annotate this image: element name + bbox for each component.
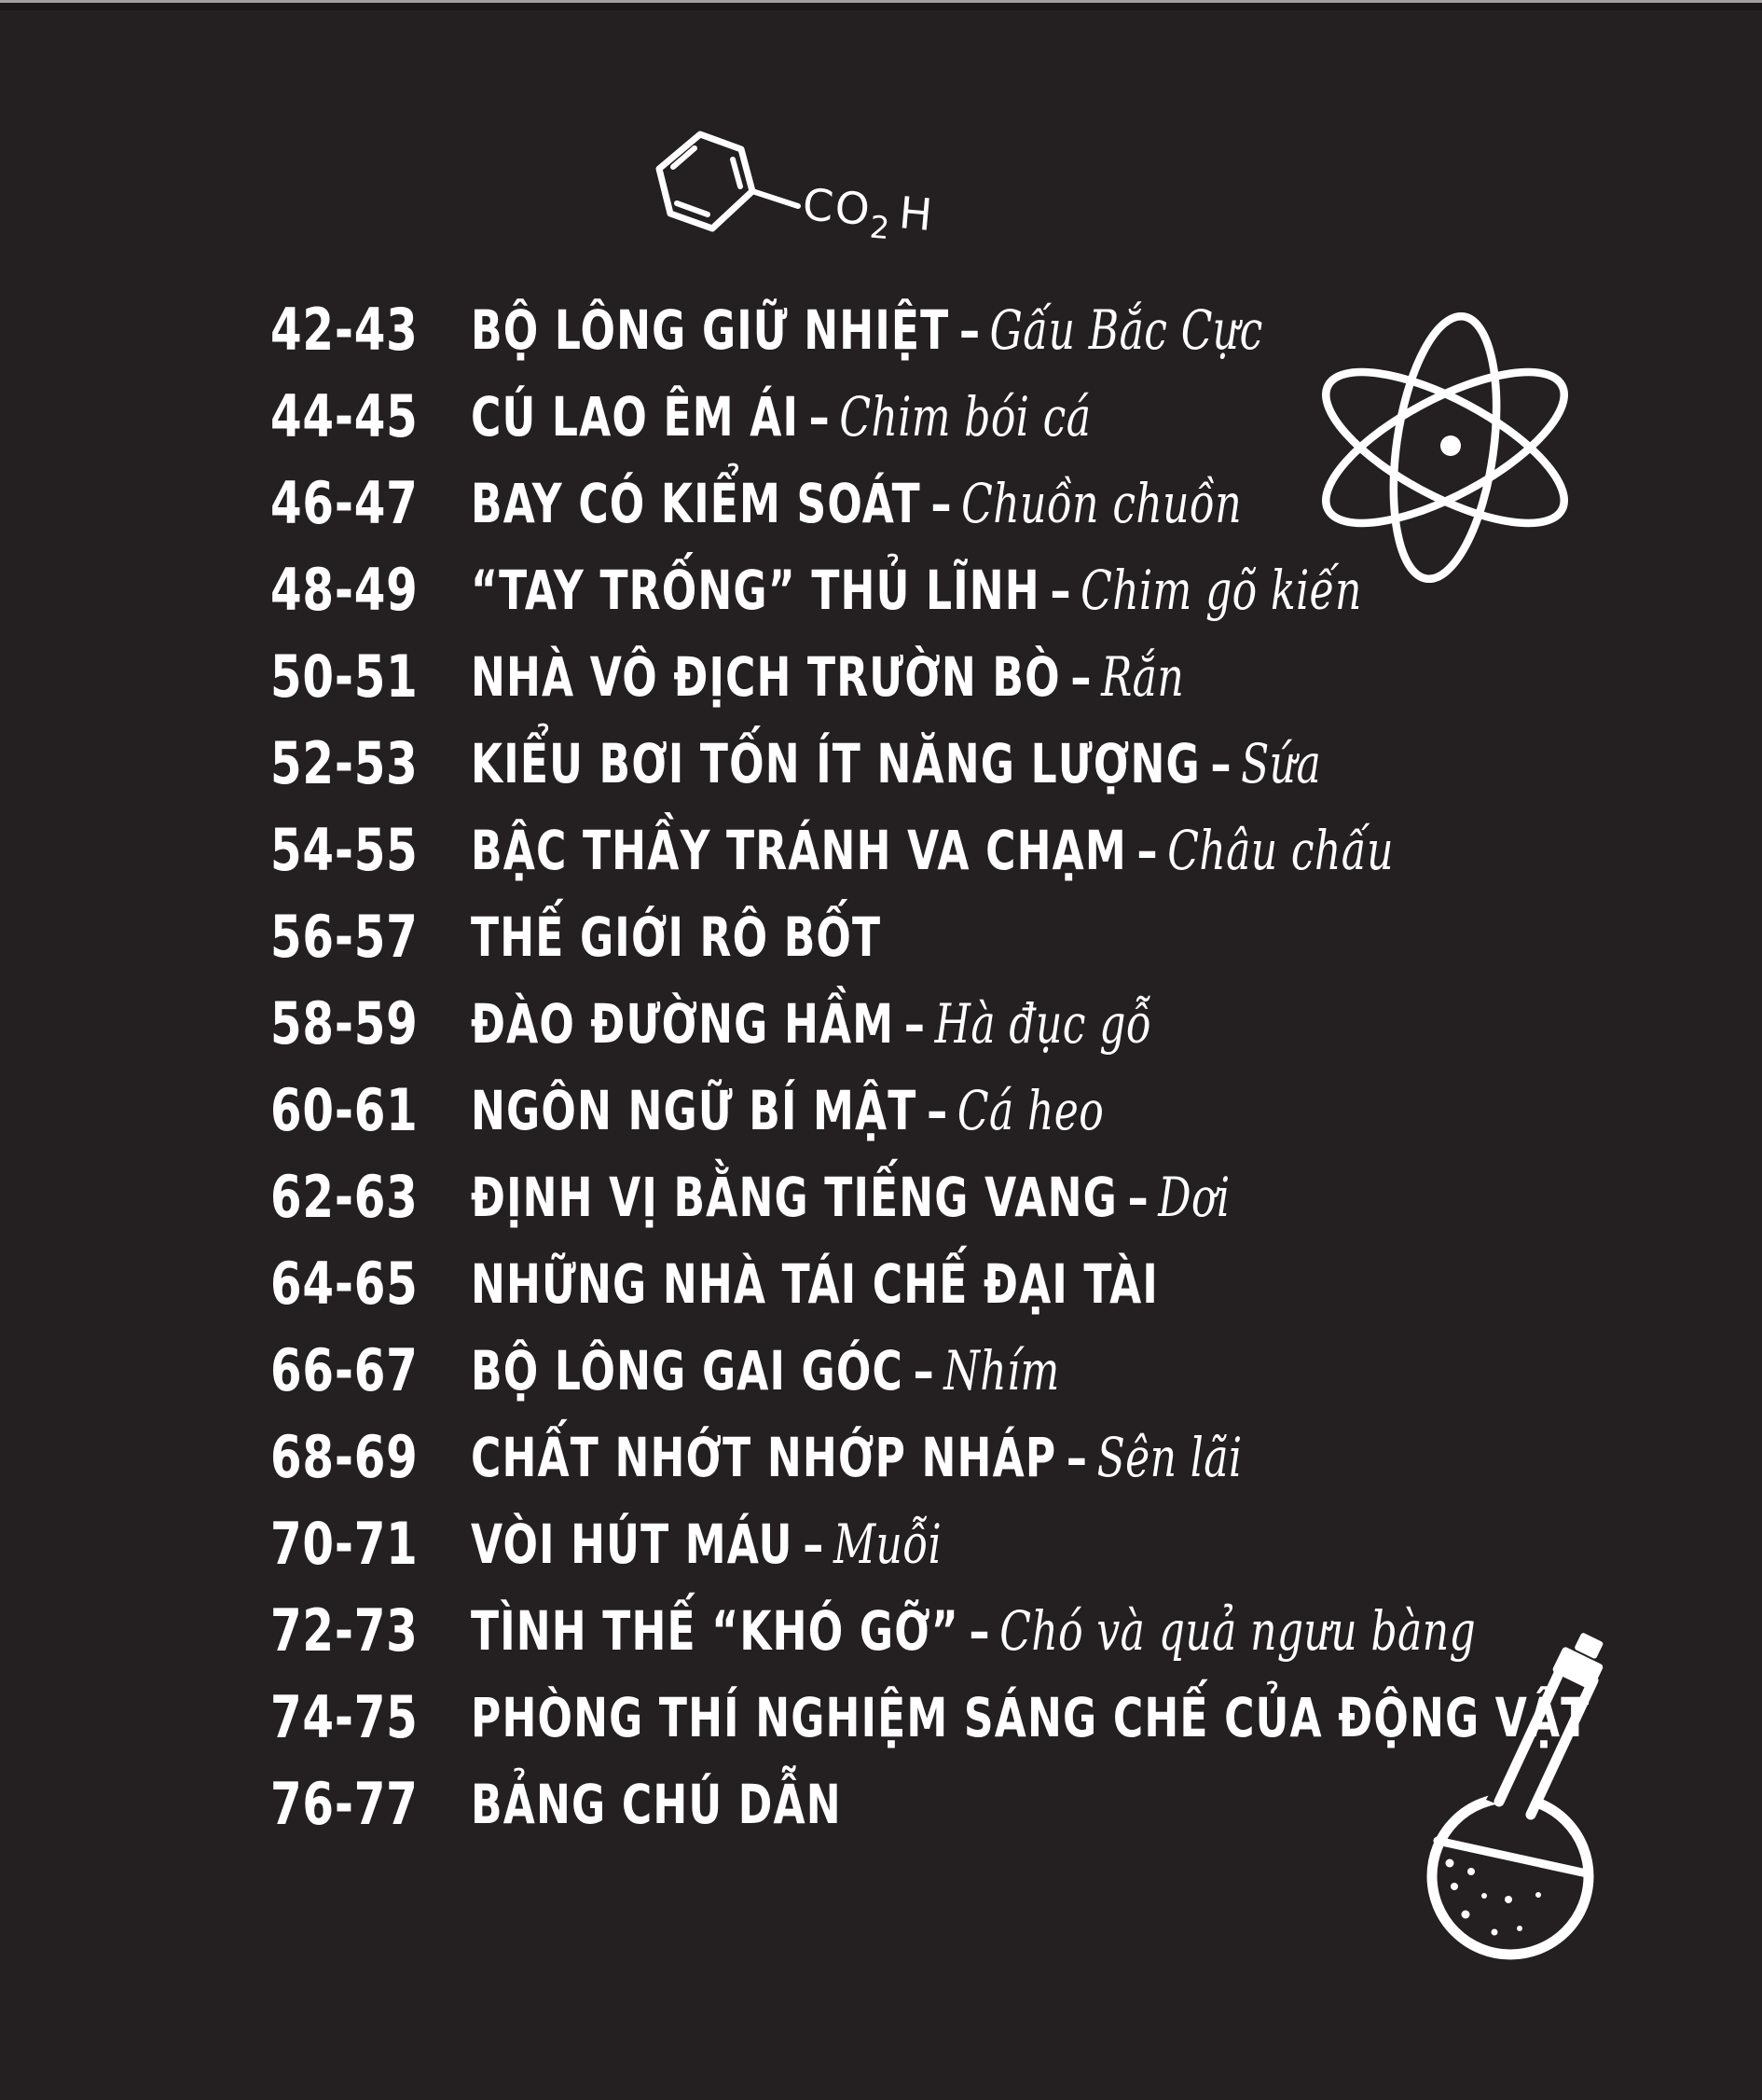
page-range: 46-47 xyxy=(270,469,419,537)
page-range: 72-73 xyxy=(270,1596,419,1665)
entry-title: “TAY TRỐNG” THỦ LĨNH xyxy=(471,558,1040,622)
entry-subtitle: Nhím xyxy=(943,1338,1060,1402)
page-range: 52-53 xyxy=(270,729,419,797)
entry-subtitle: Cá heo xyxy=(957,1078,1105,1142)
svg-text:CO2H xyxy=(800,179,936,250)
benzene-formula-label xyxy=(800,179,936,250)
entry-subtitle: Hà đục gỗ xyxy=(934,991,1152,1056)
entry-subtitle: Chim bói cá xyxy=(839,384,1092,449)
entry-dash: – xyxy=(903,991,925,1056)
entry-title: KIỂU BƠI TỐN ÍT NĂNG LƯỢNG xyxy=(471,731,1201,795)
entry-title: BẬC THẦY TRÁNH VA CHẠM xyxy=(471,818,1127,882)
entry-subtitle: Dơi xyxy=(1158,1165,1231,1229)
page-range: 58-59 xyxy=(270,989,419,1057)
benzene-molecule-illustration xyxy=(641,123,958,263)
toc-row xyxy=(0,460,1762,546)
page-range: 54-55 xyxy=(270,816,419,884)
page-range: 42-43 xyxy=(270,296,419,364)
toc-row xyxy=(0,373,1762,460)
entry-title: CHẤT NHỚT NHỚP NHÁP xyxy=(471,1425,1057,1489)
benzene-ring-icon xyxy=(659,134,798,228)
entry-dash: – xyxy=(1127,1165,1149,1229)
page-range: 68-69 xyxy=(270,1423,419,1491)
entry-dash: – xyxy=(1070,644,1092,709)
entry-subtitle: Châu chấu xyxy=(1167,818,1394,882)
toc-row xyxy=(0,1414,1762,1500)
entry-dash: – xyxy=(1066,1425,1087,1489)
toc-row xyxy=(0,1587,1762,1674)
toc-row xyxy=(0,807,1762,893)
formula-main: CO xyxy=(800,179,874,237)
entry-dash: – xyxy=(958,297,981,362)
entry-title: TÌNH THẾ “KHÓ GỠ” xyxy=(471,1598,959,1663)
page-range: 60-61 xyxy=(270,1076,419,1144)
entry-dash: – xyxy=(1210,731,1232,795)
page-range: 66-67 xyxy=(270,1336,419,1404)
toc-row xyxy=(0,286,1762,373)
toc-row xyxy=(0,546,1762,633)
page-range: 50-51 xyxy=(270,642,419,711)
entry-dash: – xyxy=(913,1338,934,1402)
page-range: 64-65 xyxy=(270,1250,419,1318)
toc-row xyxy=(0,720,1762,807)
entry-subtitle: Sên lãi xyxy=(1096,1425,1243,1489)
page-range: 44-45 xyxy=(270,382,419,450)
toc-row xyxy=(0,1067,1762,1154)
entry-title: BẢNG CHÚ DẪN xyxy=(471,1772,842,1836)
entry-dash: – xyxy=(1050,558,1071,622)
entry-subtitle: Rắn xyxy=(1101,644,1185,709)
toc-row xyxy=(0,980,1762,1067)
page-range: 48-49 xyxy=(270,556,419,624)
page-range: 56-57 xyxy=(270,903,419,971)
entry-title: ĐÀO ĐƯỜNG HẦM xyxy=(471,991,895,1056)
toc-row xyxy=(0,1674,1762,1761)
toc-row xyxy=(0,1154,1762,1240)
page-range: 62-63 xyxy=(270,1163,419,1231)
entry-title: NHÀ VÔ ĐỊCH TRƯỜN BÒ xyxy=(471,644,1061,709)
entry-subtitle: Chuồn chuồn xyxy=(961,471,1243,535)
page-range: 76-77 xyxy=(270,1770,419,1838)
entry-dash: – xyxy=(969,1598,990,1663)
toc-row xyxy=(0,633,1762,720)
entry-dash: – xyxy=(803,1512,824,1576)
flask-bubbles xyxy=(1446,1859,1542,1936)
entry-title: THẾ GIỚI RÔ BỐT xyxy=(471,905,882,969)
page-range: 70-71 xyxy=(270,1510,419,1578)
entry-title: ĐỊNH VỊ BẰNG TIẾNG VANG xyxy=(471,1165,1118,1229)
toc-row xyxy=(0,1761,1762,1847)
entry-title: BỘ LÔNG GAI GÓC xyxy=(471,1338,903,1402)
entry-title: CÚ LAO ÊM ÁI xyxy=(471,384,800,449)
page-range: 74-75 xyxy=(270,1683,419,1751)
toc-row xyxy=(0,1500,1762,1587)
entry-subtitle: Muỗi xyxy=(833,1512,943,1576)
entry-subtitle: Chim gõ kiến xyxy=(1081,558,1362,622)
entry-title: BỘ LÔNG GIỮ NHIỆT xyxy=(471,297,950,362)
entry-dash: – xyxy=(1136,818,1158,882)
page-top-scan-edge xyxy=(0,0,1762,10)
entry-title: PHÒNG THÍ NGHIỆM SÁNG CHẾ CỦA ĐỘNG VẬT xyxy=(471,1685,1590,1749)
formula-tail: H xyxy=(897,187,937,242)
entry-dash: – xyxy=(927,1078,948,1142)
entry-subtitle: Chó và quả ngưu bàng xyxy=(999,1598,1477,1663)
toc-row xyxy=(0,1327,1762,1414)
entry-title: VÒI HÚT MÁU xyxy=(471,1512,793,1576)
entry-dash: – xyxy=(808,384,830,449)
entry-title: NHỮNG NHÀ TÁI CHẾ ĐẠI TÀI xyxy=(471,1251,1159,1316)
entry-dash: – xyxy=(930,471,952,535)
entry-title: NGÔN NGỮ BÍ MẬT xyxy=(471,1078,917,1142)
entry-title: BAY CÓ KIỂM SOÁT xyxy=(471,471,921,535)
formula-subscript: 2 xyxy=(868,208,893,247)
toc-row xyxy=(0,1240,1762,1327)
table-of-contents xyxy=(0,286,1762,1847)
entry-subtitle: Sứa xyxy=(1241,731,1322,795)
toc-row xyxy=(0,893,1762,980)
entry-subtitle: Gấu Bắc Cực xyxy=(989,297,1263,362)
